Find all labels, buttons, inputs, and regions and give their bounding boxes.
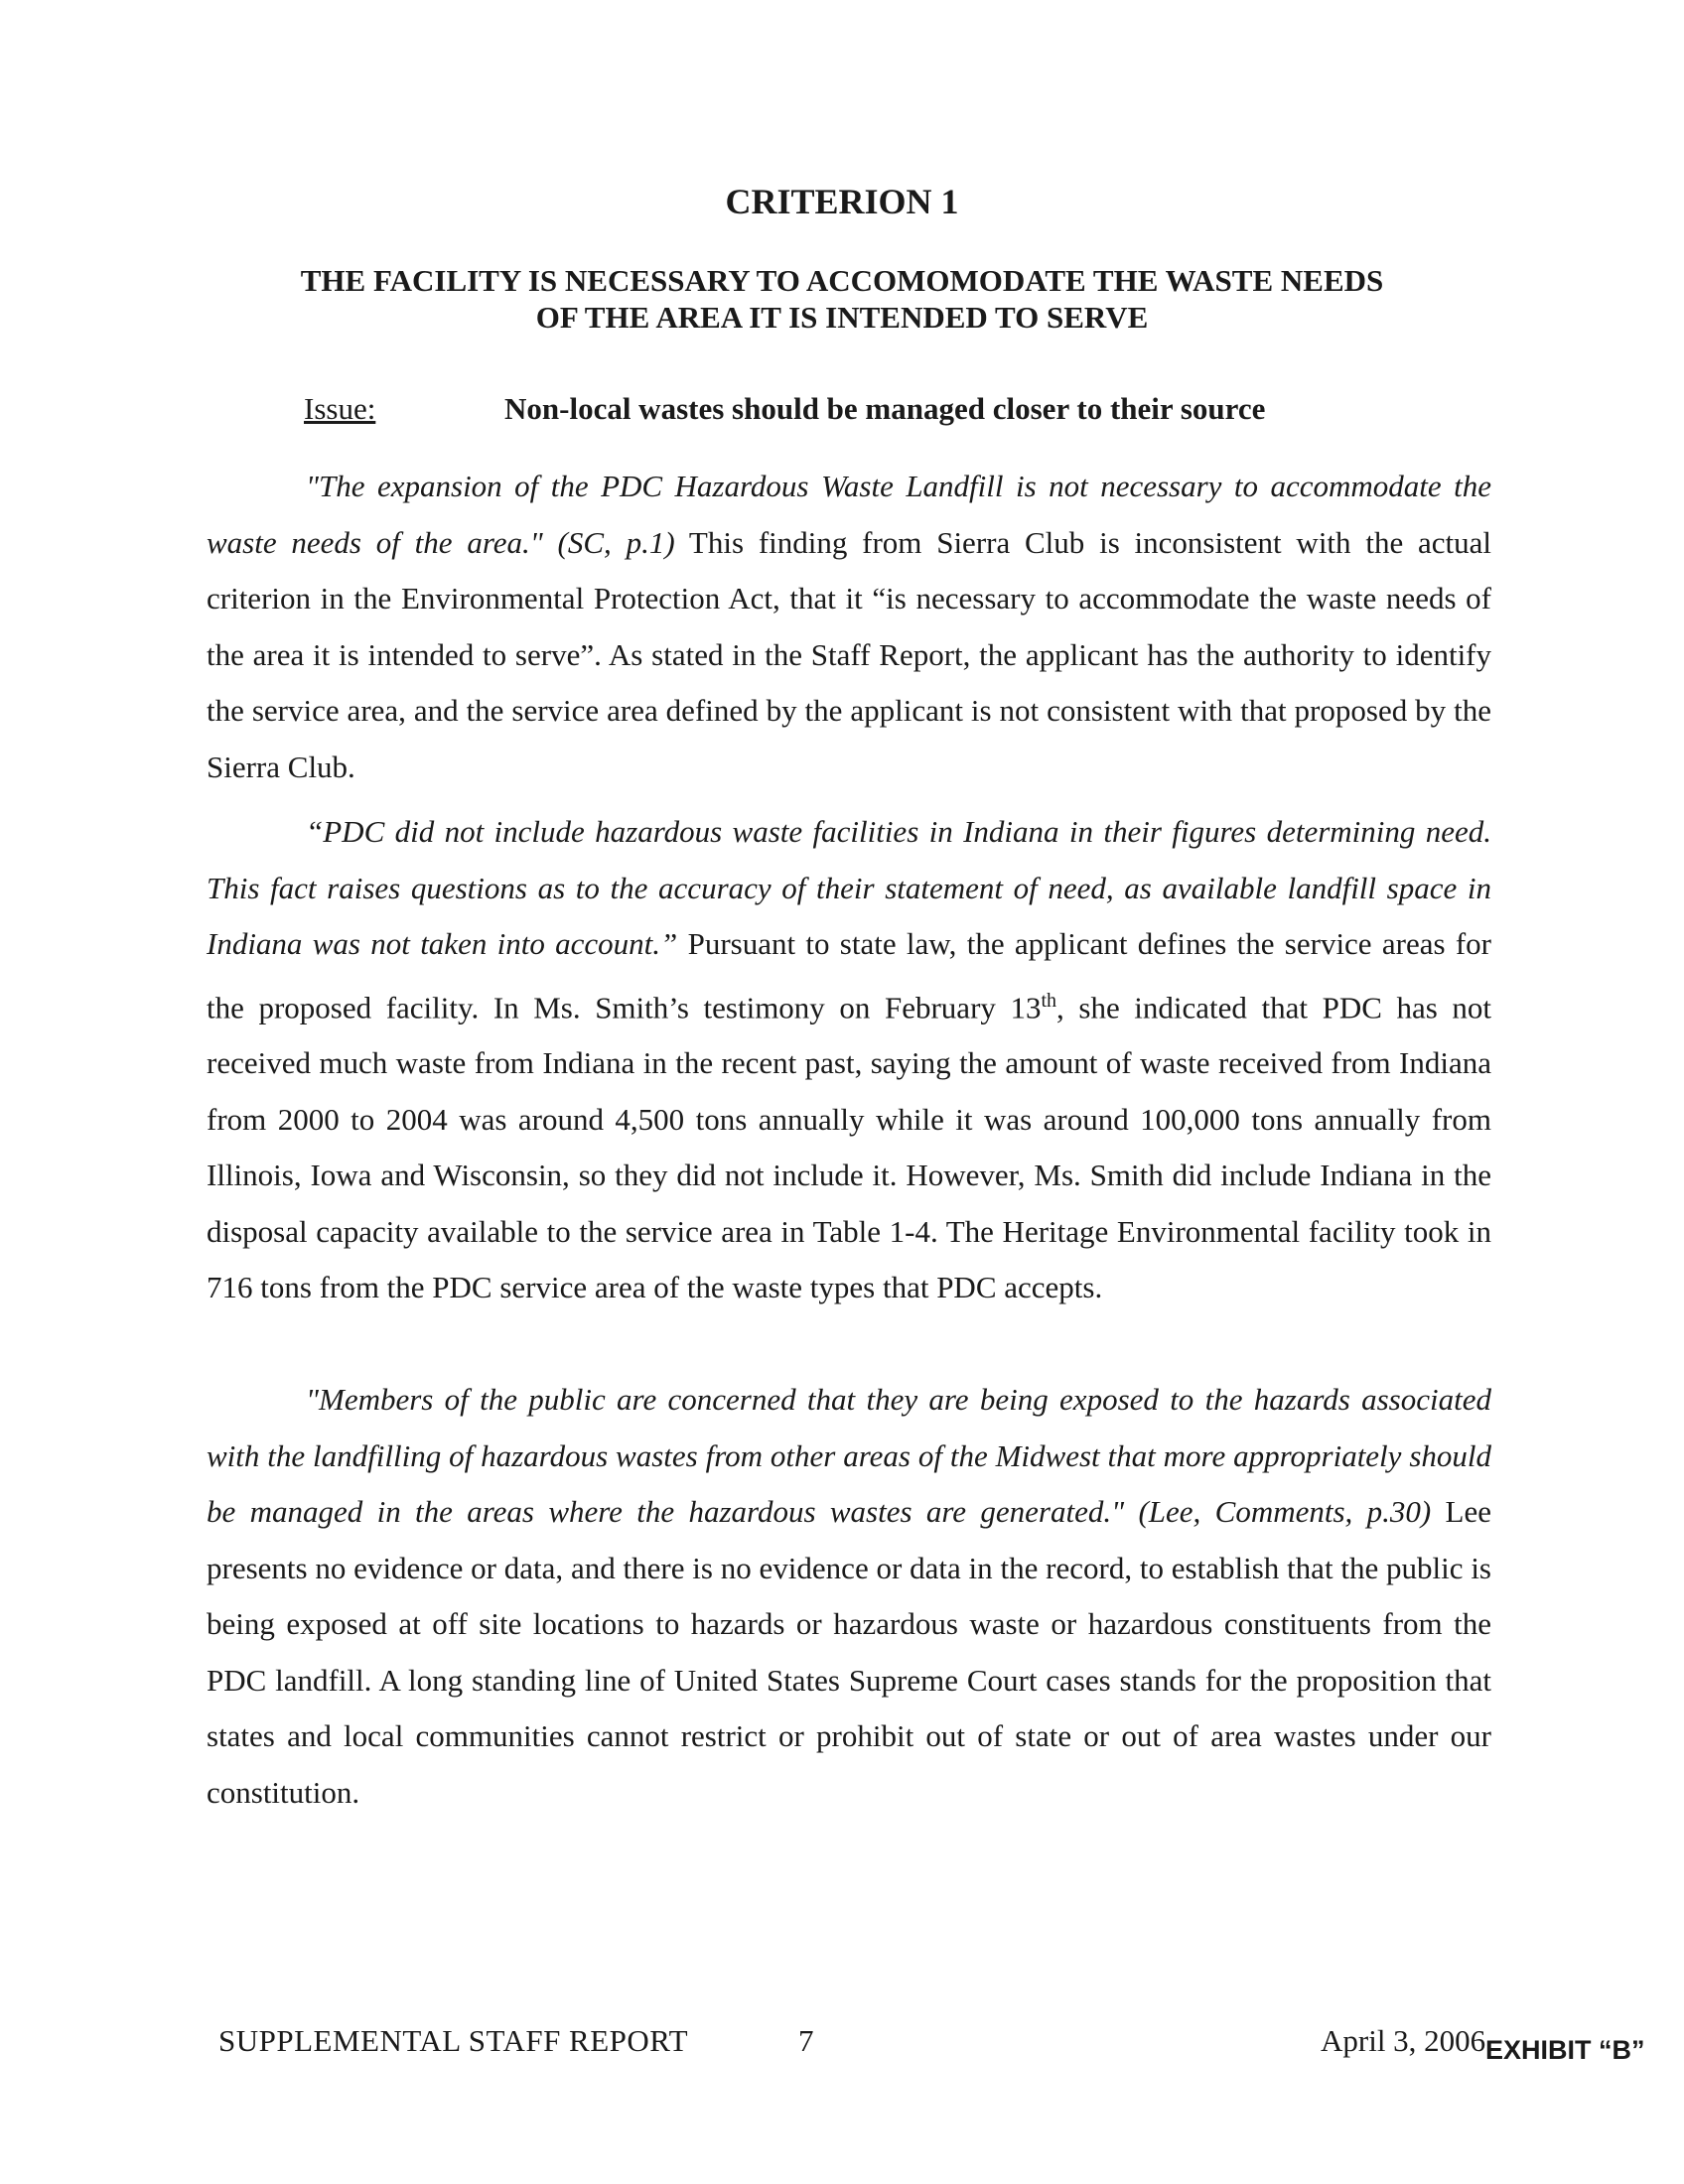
section-heading [199, 262, 1485, 336]
ordinal-suffix: th [1041, 989, 1057, 1012]
paragraph-3-body: Lee presents no evidence or data, and there is no evidence or data in the record, to establish that the public is being exposed at off site locations to hazards or hazardous waste or hazardous constituents from the PDC landfill. A long standing line of United States Supreme Court cases stands for the proposition that states and local communities cannot restrict or prohibit out of state or out of area wastes under our constitution. [207, 1494, 1491, 1810]
paragraph-2-body-b: , she indicated that PDC has not received much waste from Indiana in the recent past, saying the amount of waste received from Indiana from 2000 to 2004 was around 4,500 tons annually while it was around 100,000 tons annually from Illinois, Iowa and Wisconsin, so they did not include it. However, Ms. Smith did include Indiana in the disposal capacity available to the service area in Table 1-4. The Heritage Environmental facility took in 716 tons from the PDC service area of the waste types that PDC accepts. [207, 989, 1491, 1305]
heading-line-2: OF THE AREA IT IS INTENDED TO SERVE [535, 300, 1149, 335]
quote-1: "The expansion of the PDC Hazardous Waste Landfill is not necessary to accommodate the waste needs of the area." (SC, p.1) [207, 469, 1491, 560]
paragraph-1-body: This finding from Sierra Club is inconsistent with the actual criterion in the Environmental Protection Act, that it “is necessary to accommodate the waste needs of the area it is intended to serve”. As stated in the Staff Report, the applicant has the authority to identify the service area, and the service area defined by the applicant is not consistent with that proposed by the Sierra Club. [207, 524, 1491, 784]
issue-statement: Non-local wastes should be managed closer to their source [504, 391, 1266, 426]
paragraph-1 [207, 459, 1491, 795]
quote-3: "Members of the public are concerned that they are being exposed to the hazards associated with the landfilling of hazardous wastes from other areas of the Midwest that more appropriately should be managed in the areas where the hazardous wastes are generated." (Lee, Comments, p.30) [207, 1382, 1491, 1529]
issue-label: Issue: [304, 391, 376, 426]
paragraph-3 [207, 1372, 1491, 1821]
exhibit-stamp: EXHIBIT “B” [1485, 2035, 1645, 2065]
footer-page-number: 7 [798, 2023, 814, 2058]
heading-line-1: THE FACILITY IS NECESSARY TO ACCOMOMODATE THE WASTE NEEDS [300, 263, 1384, 298]
paragraph-2 [207, 804, 1491, 1316]
paragraph-2-body-a: Pursuant to state law, the applicant defines the service areas for the proposed facility. In Ms. Smith’s testimony on February 13 [207, 926, 1491, 1024]
footer-date: April 3, 2006 [1321, 2023, 1486, 2058]
quote-2: “PDC did not include hazardous waste facilities in Indiana in their figures determining need. This fact raises questions as to the accuracy of their statement of need, as available landfill space in Indiana was not taken into account.” [207, 814, 1491, 961]
page-title: CRITERION 1 [725, 182, 959, 221]
footer-report-title: SUPPLEMENTAL STAFF REPORT [218, 2023, 689, 2058]
